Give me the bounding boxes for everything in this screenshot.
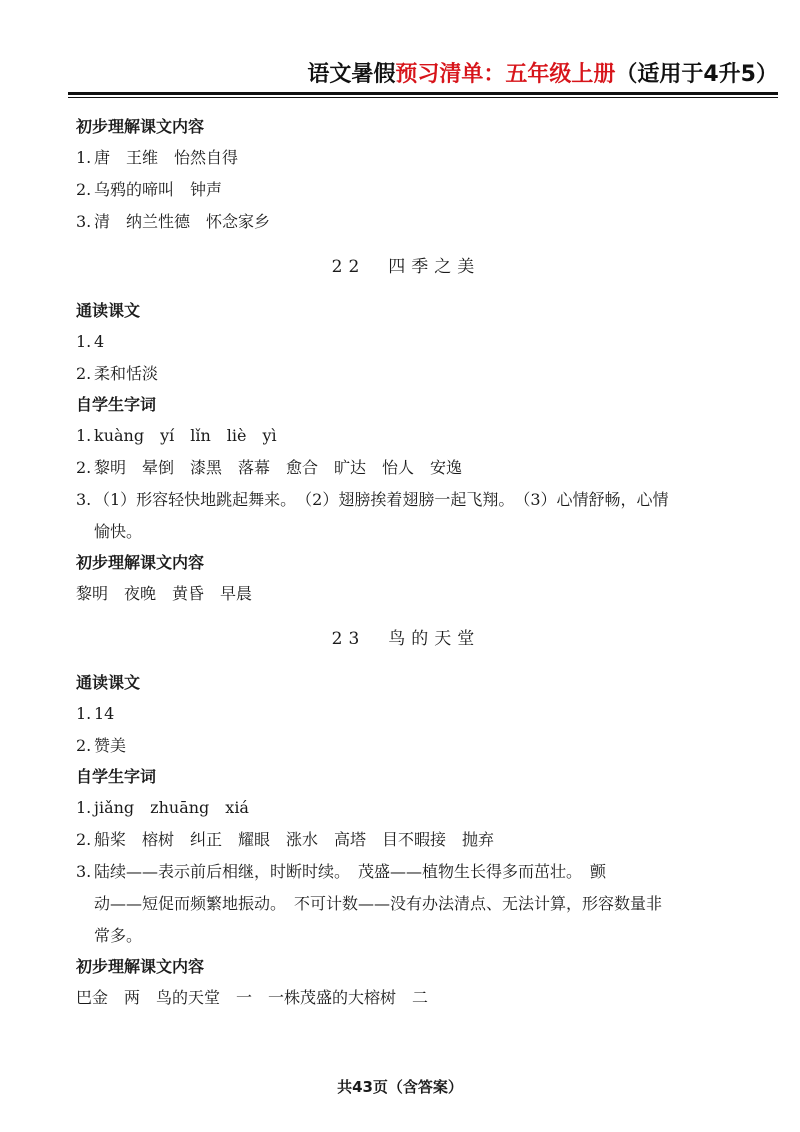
answer-line: 2. 乌鸦的啼叫 钟声 [76, 180, 223, 199]
section-heading-words: 自学生字词 [76, 395, 157, 414]
section-heading-understand: 初步理解课文内容 [76, 957, 205, 976]
answer-paragraph: 3. 陆续——表示前后相继，时断时续。 茂盛——植物生长得多而茁壮。 颤 动——短促而频繁地振动。 不可计数——没有办法清点、无法计算，形容数量非 常多。 [76, 862, 663, 945]
answer-line: 2. 赞美 [76, 736, 127, 755]
answer-line: 2. 船桨 榕树 纠正 耀眼 涨水 高塔 目不暇接 抛弃 [76, 830, 495, 849]
answer-paragraph: 3. （1）形容轻快地跳起舞来。 （2）翅膀挨着翅膀一起飞翔。 （3）心情舒畅，心情 愉快。 [76, 490, 669, 541]
answer-line: 黎明 夜晚 黄昏 早晨 [76, 584, 253, 603]
answer-line: 1. 4 [76, 332, 105, 351]
answer-line: 1. 唐 王维 怡然自得 [76, 148, 239, 167]
section-heading-read: 通读课文 [76, 673, 141, 692]
section-heading-read: 通读课文 [76, 301, 141, 320]
lesson-22-title: 22 四季之美 [331, 257, 481, 277]
answer-line: 1. 14 [76, 704, 115, 723]
answer-line: 1. jiǎng zhuāng xiá [76, 798, 249, 817]
section-heading-understand: 初步理解课文内容 [76, 117, 205, 136]
answer-line: 3. 清 纳兰性德 怀念家乡 [76, 212, 271, 231]
section-heading-understand: 初步理解课文内容 [76, 553, 205, 572]
section-heading-words: 自学生字词 [76, 767, 157, 786]
header-rule-thick [68, 92, 778, 95]
answer-line: 巴金 两 鸟的天堂 一 一株茂盛的大榕树 二 [76, 988, 429, 1007]
page-footer: 共43页（含答案） [337, 1078, 463, 1096]
lesson-23-title: 23 鸟的天堂 [331, 629, 481, 649]
answer-line: 2. 柔和恬淡 [76, 364, 159, 383]
header-title-grade: （适用于4升5） [615, 61, 778, 87]
answer-line: 1. kuàng yí lǐn liè yì [76, 426, 277, 445]
answer-line: 2. 黎明 晕倒 漆黑 落幕 愈合 旷达 怡人 安逸 [76, 458, 463, 477]
header-title-red: 预习清单：五年级上册 [395, 61, 616, 87]
page-content [76, 112, 736, 1014]
page-header [307, 54, 778, 90]
header-rule-thin [68, 97, 778, 98]
header-title-black: 语文暑假 [307, 61, 396, 87]
